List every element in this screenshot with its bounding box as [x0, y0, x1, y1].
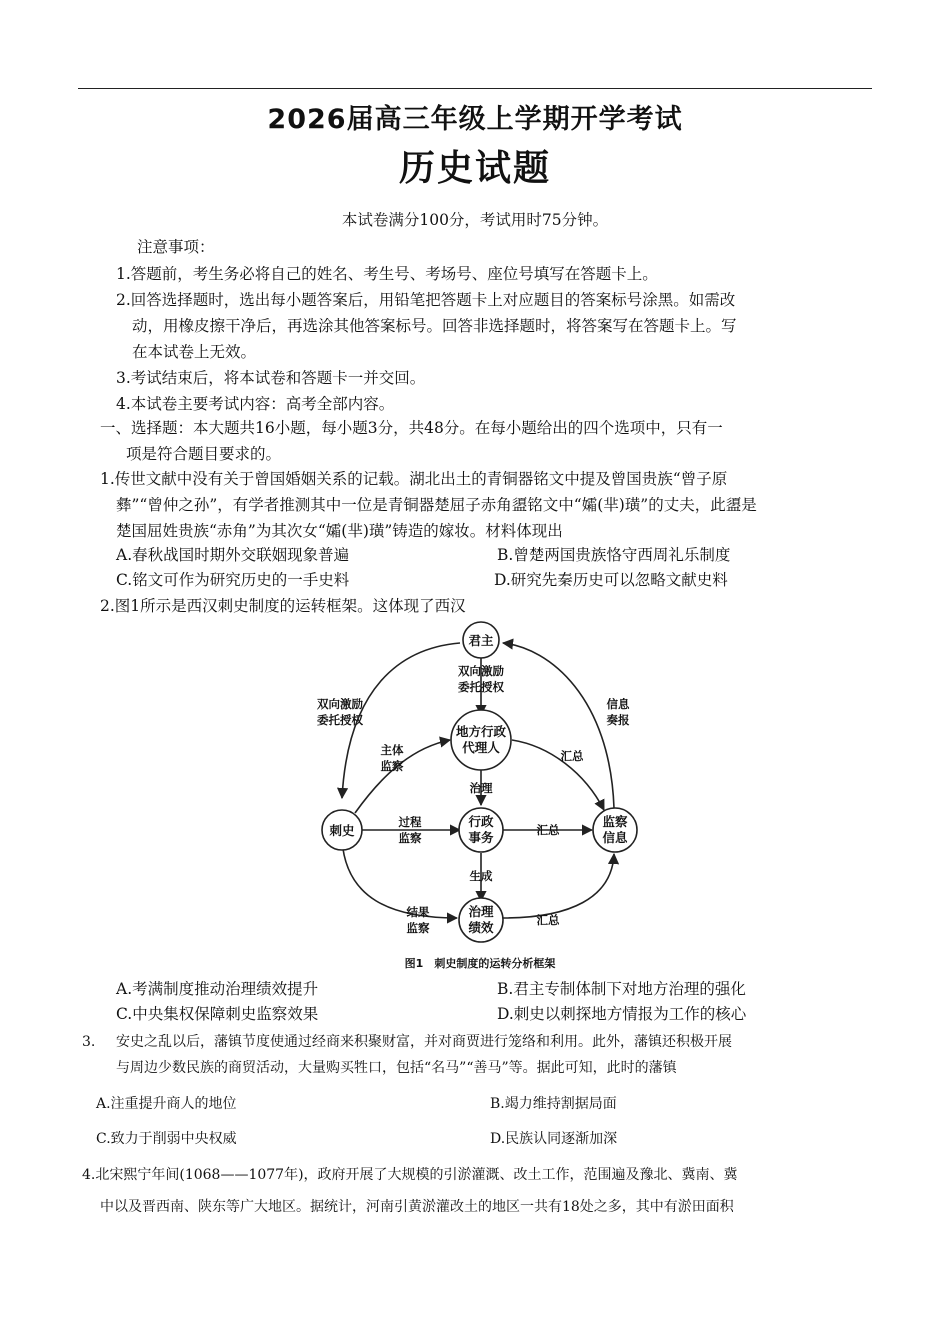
node-perf-label: 绩效 [468, 920, 494, 935]
question-1-option-d: D.研究先秦历史可以忽略文献史料 [494, 571, 728, 589]
question-2-option-d: D.刺史以刺探地方情报为工作的核心 [497, 1005, 747, 1023]
edge-label: 奏报 [606, 713, 630, 727]
question-1-stem: 彝”“曾仲之孙”，有学者推测其中一位是青铜器楚屈子赤角盨铭文中“孀(芈)璜”的丈夫，此盨是 [116, 496, 757, 514]
edge-label: 主体 [380, 743, 404, 757]
edge-label: 汇总 [536, 913, 560, 927]
question-4-stem: 4.北宋熙宁年间(1068——1077年)，政府开展了大规模的引淤灌溉、改土工作，范围遍及豫北、冀南、冀 [82, 1167, 738, 1183]
notice-item: 4.本试卷主要考试内容：高考全部内容。 [116, 395, 395, 413]
node-perf-label: 治理 [468, 904, 494, 919]
notice-heading: 注意事项： [137, 238, 215, 256]
question-3-option-b: B.竭力维持割据局面 [490, 1096, 617, 1112]
question-2-stem: 2.图1所示是西汉刺史制度的运转框架。这体现了西汉 [100, 597, 466, 615]
top-rule [78, 88, 872, 89]
node-info-label: 监察 [602, 814, 628, 829]
question-1-option-b: B.曾楚两国贵族恪守西周礼乐制度 [497, 546, 731, 564]
section-heading: 一、选择题：本大题共16小题，每小题3分，共48分。在每小题给出的四个选项中，只有一 [100, 419, 723, 437]
edge-label: 监察 [380, 759, 404, 773]
question-1-stem: 楚国屈姓贵族“赤角”为其次女“孀(芈)璜”铸造的嫁妆。材料体现出 [116, 522, 563, 540]
exam-info: 本试卷满分100分，考试用时75分钟。 [341, 211, 609, 229]
cishi-system-diagram [300, 618, 660, 978]
edge-label: 委托授权 [458, 680, 504, 694]
edge-label: 信息 [606, 697, 630, 711]
notice-item: 2.回答选择题时，选出每小题答案后，用铅笔把答题卡上对应题目的答案标号涂黑。如需改 [116, 291, 736, 309]
question-3-stem: 安史之乱以后，藩镇节度使通过经商来积聚财富，并对商贾进行笼络和利用。此外，藩镇还积极开展 [116, 1034, 732, 1050]
question-1-option-c: C.铭文可作为研究历史的一手史料 [116, 571, 350, 589]
question-1-option-a: A.春秋战国时期外交联姻现象普遍 [116, 546, 350, 564]
diagram-caption: 图1 刺史制度的运转分析框架 [404, 957, 556, 970]
node-cishi-label: 刺史 [329, 823, 355, 838]
notice-item: 1.答题前，考生务必将自己的姓名、考生号、考场号、座位号填写在答题卡上。 [116, 265, 658, 283]
node-info-label: 信息 [602, 830, 628, 845]
question-3-option-c: C.致力于削弱中央权威 [96, 1131, 237, 1147]
edge-label: 委托授权 [317, 713, 363, 727]
arrow-perf-to-info [503, 854, 614, 918]
edge-label: 汇总 [560, 749, 584, 763]
section-heading-cont: 项是符合题目要求的。 [126, 445, 282, 463]
question-2-option-b: B.君主专制体制下对地方治理的强化 [497, 980, 746, 998]
question-2-option-c: C.中央集权保障刺史监察效果 [116, 1005, 319, 1023]
subject-title: 历史试题 [398, 148, 551, 189]
node-monarch-label: 君主 [468, 633, 494, 648]
edge-label: 双向激励 [458, 664, 504, 678]
edge-label: 监察 [406, 921, 430, 935]
question-3-number: 3. [82, 1034, 96, 1050]
notice-item: 3.考试结束后，将本试卷和答题卡一并交回。 [116, 369, 426, 387]
edge-label: 治理 [469, 781, 493, 795]
edge-label: 结果 [406, 905, 430, 919]
question-3-stem: 与周边少数民族的商贸活动，大量购买牲口，包括“名马”“善马”等。据此可知，此时的藩镇 [116, 1060, 677, 1076]
node-agent-label: 代理人 [462, 740, 500, 755]
question-1-stem: 1.传世文献中没有关于曾国婚姻关系的记载。湖北出土的青铜器铭文中提及曾国贵族“曾子原 [100, 470, 728, 488]
question-3-option-a: A.注重提升商人的地位 [96, 1096, 237, 1112]
edge-label: 生成 [469, 869, 493, 883]
arrow-agent-to-info [512, 740, 604, 810]
edge-label: 汇总 [536, 823, 560, 837]
edge-label: 过程 [398, 815, 422, 829]
question-3-option-d: D.民族认同逐渐加深 [490, 1131, 618, 1147]
edge-label: 监察 [398, 831, 422, 845]
notice-item: 在本试卷上无效。 [132, 343, 257, 361]
exam-title: 2026届高三年级上学期开学考试 [267, 104, 683, 135]
node-affairs-label: 事务 [468, 830, 494, 845]
question-2-option-a: A.考满制度推动治理绩效提升 [116, 980, 319, 998]
question-4-stem: 中以及晋西南、陕东等广大地区。据统计，河南引黄淤灌改土的地区一共有18处之多，其中有淤田面积 [100, 1199, 734, 1215]
edge-label: 双向激励 [317, 697, 363, 711]
node-affairs-label: 行政 [468, 814, 494, 829]
notice-item: 动，用橡皮擦干净后，再选涂其他答案标号。回答非选择题时，将答案写在答题卡上。写 [132, 317, 737, 335]
arrow-info-to-monarch [503, 643, 614, 808]
node-agent-label: 地方行政 [455, 724, 507, 739]
arrow-cishi-to-perf [342, 840, 457, 918]
